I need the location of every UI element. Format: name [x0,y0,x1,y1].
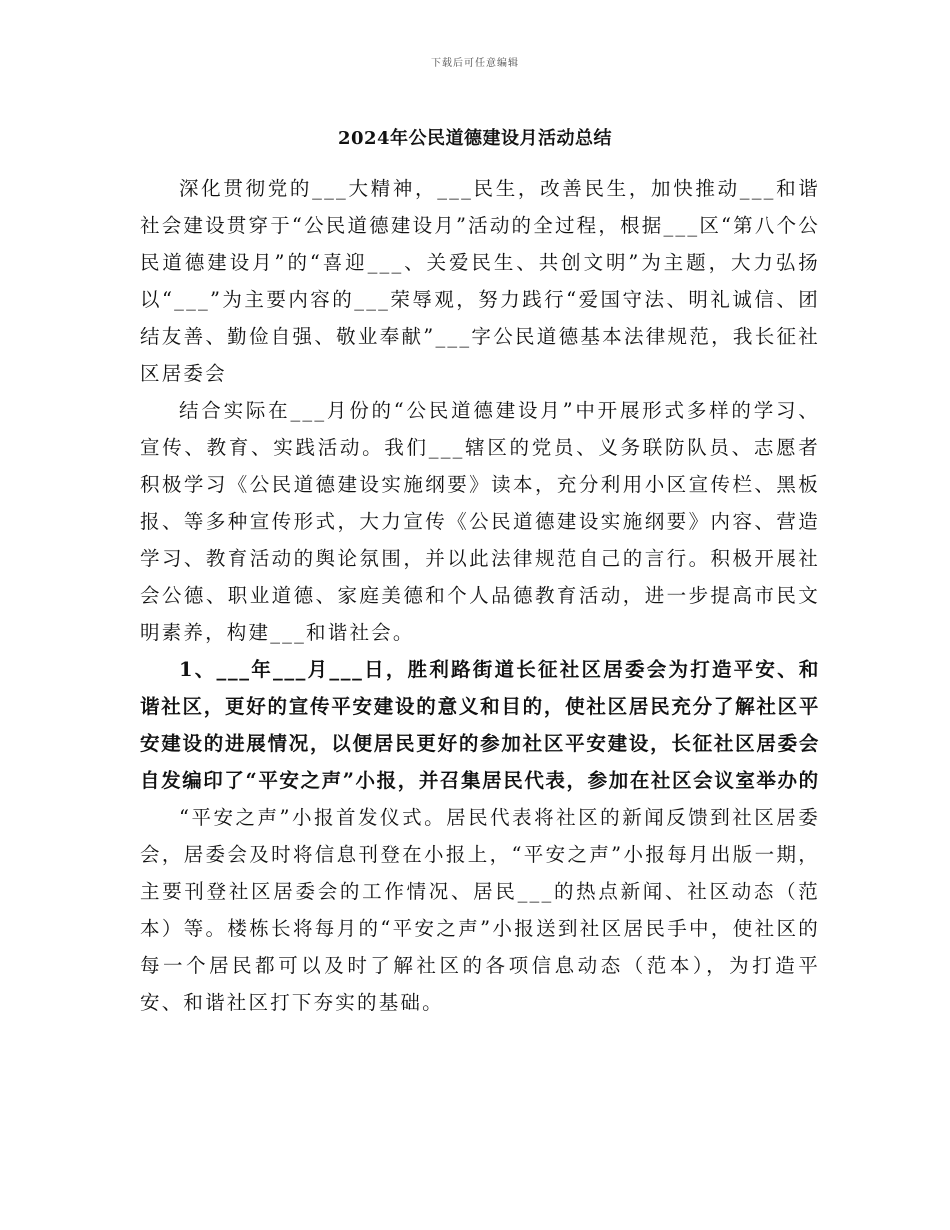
body-paragraph-2: 结合实际在___月份的“公民道德建设月”中开展形式多样的学习、宣传、教育、实践活动。我们___辖区的党员、义务联防队员、志愿者积极学习《公民道德建设实施纲要》读本，充分利用小区宣传栏、黑板报、等多种宣传形式，大力宣传《公民道德建设实施纲要》内容、营造学习、教育活动的舆论氛围，并以此法律规范自己的言行。积极开展社会公德、职业道德、家庭美德和个人品德教育活动，进一步提高市民文明素养，构建___和谐社会。 [140,399,820,644]
body-paragraph-3: 1、___年___月___日，胜利路街道长征社区居委会为打造平安、和谐社区，更好的宣传平安建设的意义和目的，使社区居民充分了解社区平安建设的进展情况，以便居民更好的参加社区平安建设，长征社区居委会自发编印了“平安之声”小报，并召集居民代表，参加在社区会议室举办的 [140,658,820,792]
body-paragraph-4: “平安之声”小报首发仪式。居民代表将社区的新闻反馈到社区居委会，居委会及时将信息刊登在小报上，“平安之声”小报每月出版一期，主要刊登社区居委会的工作情况、居民___的热点新闻、社区动态（范本）等。楼栋长将每月的“平安之声”小报送到社区居民手中，使社区的每一个居民都可以及时了解社区的各项信息动态（范本），为打造平安、和谐社区打下夯实的基础。 [140,806,820,1014]
document-title: 2024年公民道德建设月活动总结 [337,128,613,149]
body-paragraph-1: 深化贯彻党的___大精神，___民生，改善民生，加快推动___和谐社会建设贯穿于“公民道德建设月”活动的全过程，根据___区“第八个公民道德建设月”的“喜迎___、关爱民生、共创文明”为主题，大力弘扬以“___”为主要内容的___荣辱观，努力践行“爱国守法、明礼诚信、团结友善、勤俭自强、敬业奉献”___字公民道德基本法律规范，我长征社区居委会 [140,177,820,385]
header-note: 下载后可任意编辑 [431,58,519,69]
document-body [140,170,820,1021]
